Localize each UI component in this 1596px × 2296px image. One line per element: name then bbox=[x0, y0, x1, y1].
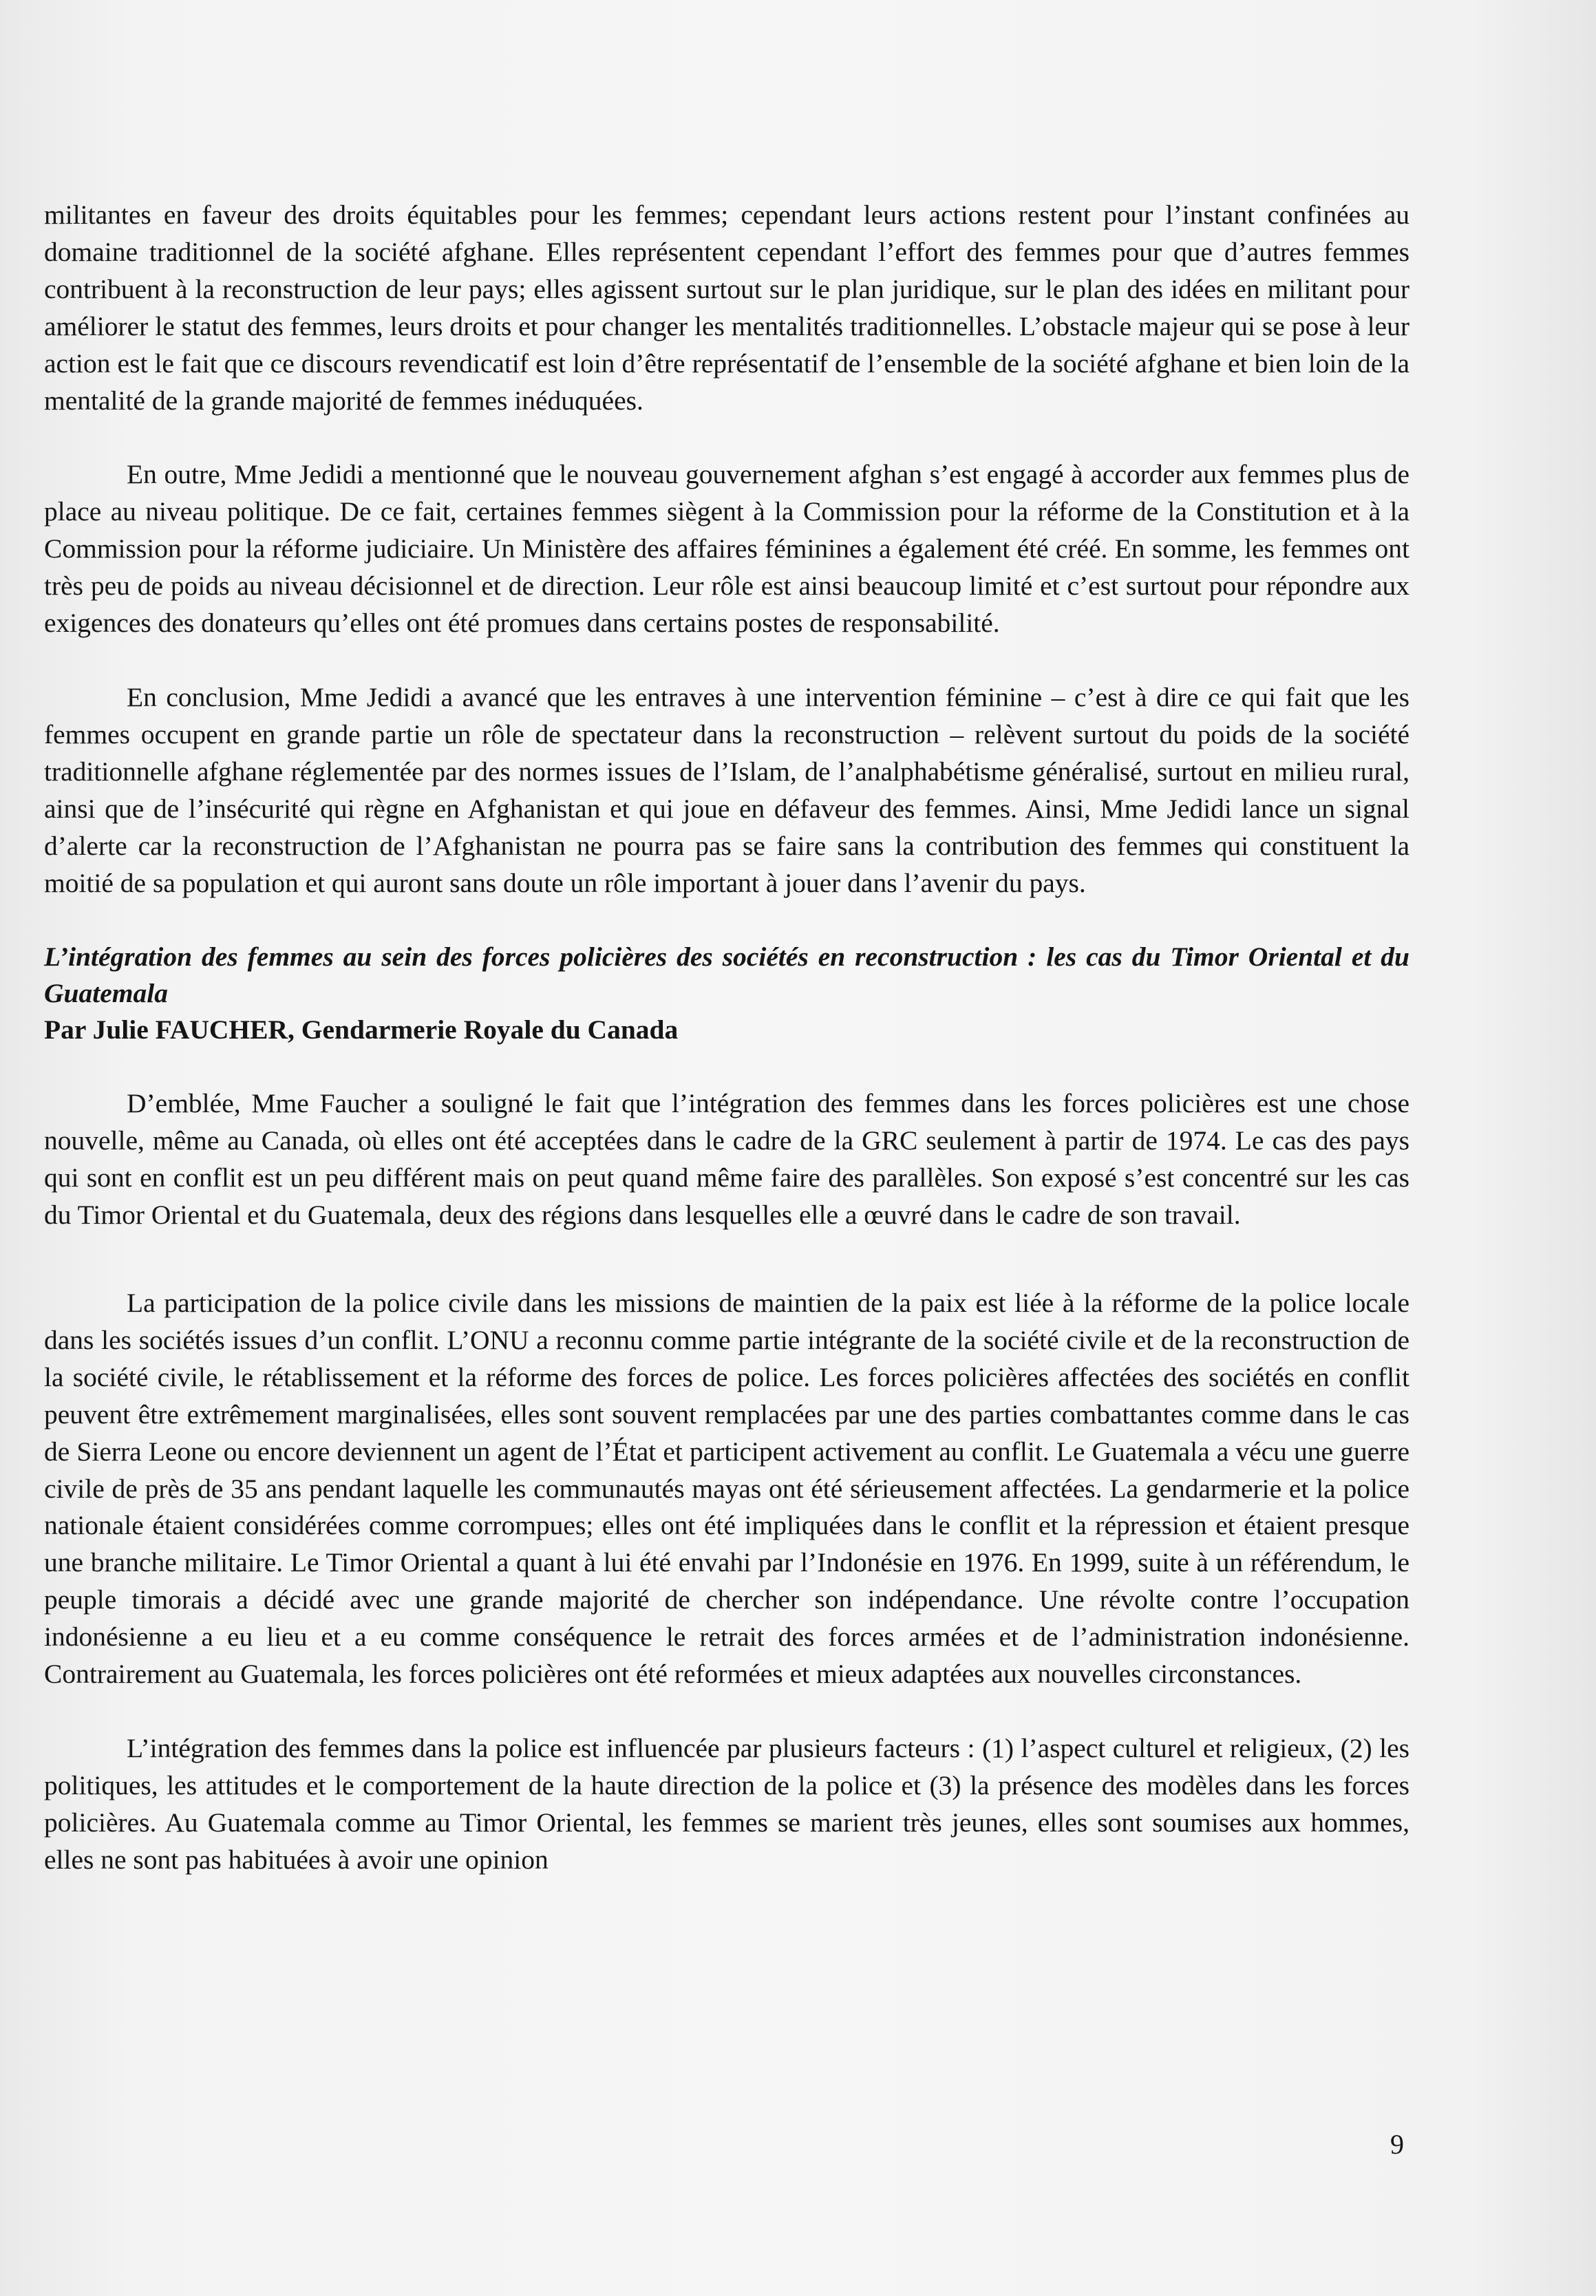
section-byline: Par Julie FAUCHER, Gendarmerie Royale du Canada bbox=[44, 1014, 679, 1045]
paragraph-emblee: D’emblée, Mme Faucher a souligné le fait que l’intégration des femmes dans les forces policières est une chose nouvelle, même au Canada, où elles ont été acceptées dans le cadre de la GRC seulement à partir de 1974. Le cas des pays qui sont en conflit est un peu différent mais on peut quand même faire des parallèles. Son exposé s’est concentré sur les cas du Timor Oriental et du Guatemala, deux des régions dans lesquelles elle a œuvré dans le cadre de son travail. bbox=[44, 1088, 1409, 1231]
paragraph-continuation: militantes en faveur des droits équitables pour les femmes; cependant leurs actions restent pour l’instant confinées au domaine traditionnel de la société afghane. Elles représentent cependant l’effort des femmes pour que d’autres femmes contribuent à la reconstruction de leur pays; elles agissent surtout sur le plan juridique, sur le plan des idées en militant pour améliorer le statut des femmes, leurs droits et pour changer les mentalités traditionnelles. L’obstacle majeur qui se pose à leur action est le fait que ce discours revendicatif est loin d’être représentatif de l’ensemble de la société afghane et bien loin de la mentalité de la grande majorité de femmes inéduquées. bbox=[44, 200, 1409, 416]
body-text bbox=[44, 197, 1409, 1879]
section-heading: L’intégration des femmes au sein des forces policières des sociétés en reconstruction : les cas du Timor Oriental et du Guatemala bbox=[44, 942, 1409, 1009]
paragraph-government: En outre, Mme Jedidi a mentionné que le nouveau gouvernement afghan s’est engagé à accorder aux femmes plus de place au niveau politique. De ce fait, certaines femmes siègent à la Commission pour la réforme de la Constitution et à la Commission pour la réforme judiciaire. Un Ministère des affaires féminines a également été créé. En somme, les femmes ont très peu de poids au niveau décisionnel et de direction. Leur rôle est ainsi beaucoup limité et c’est surtout pour répondre aux exigences des donateurs qu’elles ont été promues dans certains postes de responsabilité. bbox=[44, 459, 1409, 639]
paragraph-integration-factors: L’intégration des femmes dans la police est influencée par plusieurs facteurs : (1) l’aspect culturel et religieux, (2) les politiques, les attitudes et le comportement de la haute direction de la police et (3) la présence des modèles dans les forces policières. Au Guatemala comme au Timor Oriental, les femmes se marient très jeunes, elles sont soumises aux hommes, elles ne sont pas habituées à avoir une opinion bbox=[44, 1733, 1409, 1875]
paragraph-police-civile: La participation de la police civile dans les missions de maintien de la paix est liée à la réforme de la police locale dans les sociétés issues d’un conflit. L’ONU a reconnu comme partie intégrante de la société civile et de la reconstruction de la société civile, le rétablissement et la réforme des forces de police. Les forces policières affectées des sociétés en conflit peuvent être extrêmement marginalisées, elles sont souvent remplacées par une des parties combattantes comme dans le cas de Sierra Leone ou encore deviennent un agent de l’État et participent activement au conflit. Le Guatemala a vécu une guerre civile de près de 35 ans pendant laquelle les communautés mayas ont été sérieusement affectées. La gendarmerie et la police nationale étaient considérées comme corrompues; elles ont été impliquées dans le conflit et la répression et étaient presque une branche militaire. Le Timor Oriental a quant à lui été envahi par l’Indonésie en 1976. En 1999, suite à un référendum, le peuple timorais a décidé avec une grande majorité de chercher son indépendance. Une révolte contre l’occupation indonésienne a eu lieu et a eu comme conséquence le retrait des forces armées et de l’administration indonésienne. Contrairement au Guatemala, les forces policières ont été reformées et mieux adaptées aux nouvelles circonstances. bbox=[44, 1288, 1409, 1690]
paragraph-conclusion: En conclusion, Mme Jedidi a avancé que les entraves à une intervention féminine – c’est à dire ce qui fait que les femmes occupent en grande partie un rôle de spectateur dans la reconstruction – relèvent surtout du poids de la société traditionnelle afghane réglementée par des normes issues de l’Islam, de l’analphabétisme généralisé, surtout en milieu rural, ainsi que de l’insécurité qui règne en Afghanistan et qui joue en défaveur des femmes. Ainsi, Mme Jedidi lance un signal d’alerte car la reconstruction de l’Afghanistan ne pourra pas se faire sans la contribution des femmes qui constituent la moitié de sa population et qui auront sans doute un rôle important à jouer dans l’avenir du pays. bbox=[44, 681, 1409, 898]
page-number: 9 bbox=[1390, 2129, 1404, 2160]
